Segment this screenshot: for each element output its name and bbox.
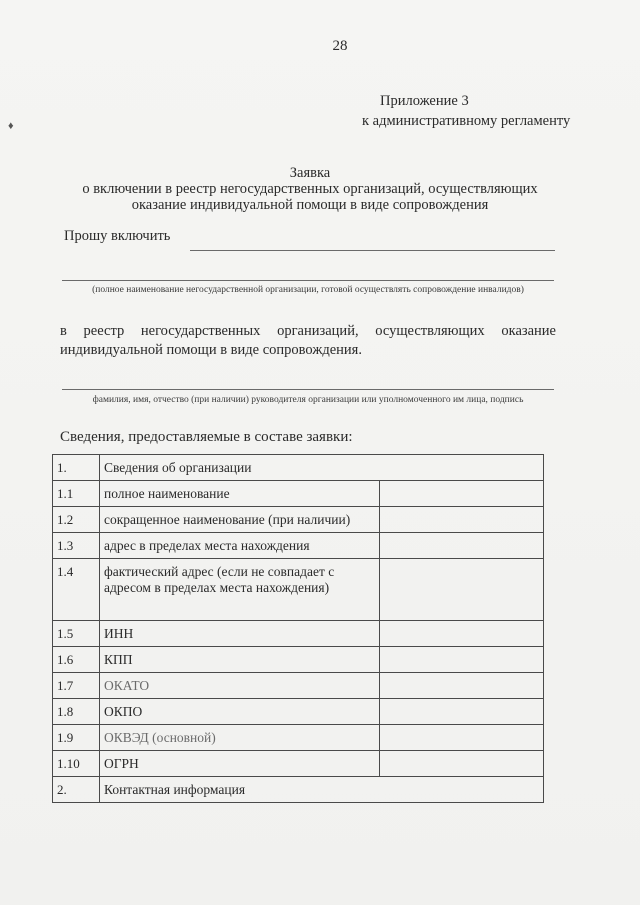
signature-field-line[interactable] xyxy=(62,389,554,390)
appendix-title: Приложение 3 xyxy=(380,93,469,109)
table-row xyxy=(53,647,544,673)
form-title-line-3: оказание индивидуальной помощи в виде сопровождения xyxy=(131,197,489,213)
row-label: Контактная информация xyxy=(100,777,544,803)
table-row xyxy=(53,621,544,647)
value-cell[interactable] xyxy=(380,673,544,699)
row-number: 1.4 xyxy=(53,559,100,621)
row-number: 1. xyxy=(53,455,100,481)
row-number: 1.6 xyxy=(53,647,100,673)
row-label: адрес в пределах места нахождения xyxy=(100,533,380,559)
row-number: 1.3 xyxy=(53,533,100,559)
value-cell[interactable] xyxy=(380,621,544,647)
row-number: 1.5 xyxy=(53,621,100,647)
table-row xyxy=(53,673,544,699)
row-label: ИНН xyxy=(100,621,380,647)
table-row xyxy=(53,725,544,751)
request-paragraph: в реестр негосударственных организаций, осуществляющих оказание индивидуальной помощи в виде сопровождения. xyxy=(60,323,556,358)
application-info-table xyxy=(52,454,544,803)
row-number: 1.10 xyxy=(53,751,100,777)
org-name-caption: (полное наименование негосударственной организации, готовой осуществлять сопровождение инвалидов) xyxy=(92,285,524,295)
row-label: ОГРН xyxy=(100,751,380,777)
page-number: 28 xyxy=(332,38,348,54)
org-name-field-line-2[interactable] xyxy=(62,280,554,281)
table-row xyxy=(53,507,544,533)
table-row xyxy=(53,751,544,777)
form-title-line-2: о включении в реестр негосударственных организаций, осуществляющих xyxy=(82,181,538,197)
form-title-line-1: Заявка xyxy=(289,165,331,181)
table-row xyxy=(53,533,544,559)
table-row xyxy=(53,699,544,725)
signature-caption: фамилия, имя, отчество (при наличии) руководителя организации или уполномоченного им лица, подпись xyxy=(92,395,524,405)
row-label: Сведения об организации xyxy=(100,455,544,481)
row-number: 1.2 xyxy=(53,507,100,533)
scan-mark-icon: ♦ xyxy=(8,120,14,132)
table-row xyxy=(53,481,544,507)
table-row xyxy=(53,777,544,803)
value-cell[interactable] xyxy=(380,725,544,751)
table-row xyxy=(53,559,544,621)
row-label: фактический адрес (если не совпадает с адресом в пределах места нахождения) xyxy=(100,559,380,621)
row-label: сокращенное наименование (при наличии) xyxy=(100,507,380,533)
row-label: полное наименование xyxy=(100,481,380,507)
table-row xyxy=(53,455,544,481)
form-title xyxy=(0,165,620,213)
row-number: 2. xyxy=(53,777,100,803)
request-label: Прошу включить xyxy=(64,228,171,244)
row-number: 1.7 xyxy=(53,673,100,699)
row-label: ОКАТО xyxy=(100,673,380,699)
value-cell[interactable] xyxy=(380,751,544,777)
value-cell[interactable] xyxy=(380,559,544,621)
row-label: ОКПО xyxy=(100,699,380,725)
row-label: ОКВЭД (основной) xyxy=(100,725,380,751)
row-number: 1.1 xyxy=(53,481,100,507)
value-cell[interactable] xyxy=(380,507,544,533)
org-name-field-line-1[interactable] xyxy=(190,250,555,251)
row-label: КПП xyxy=(100,647,380,673)
value-cell[interactable] xyxy=(380,481,544,507)
row-number: 1.8 xyxy=(53,699,100,725)
appendix-subtitle: к административному регламенту xyxy=(362,113,571,129)
row-number: 1.9 xyxy=(53,725,100,751)
value-cell[interactable] xyxy=(380,699,544,725)
section-heading: Сведения, предоставляемые в составе заявки: xyxy=(60,429,353,445)
value-cell[interactable] xyxy=(380,533,544,559)
value-cell[interactable] xyxy=(380,647,544,673)
